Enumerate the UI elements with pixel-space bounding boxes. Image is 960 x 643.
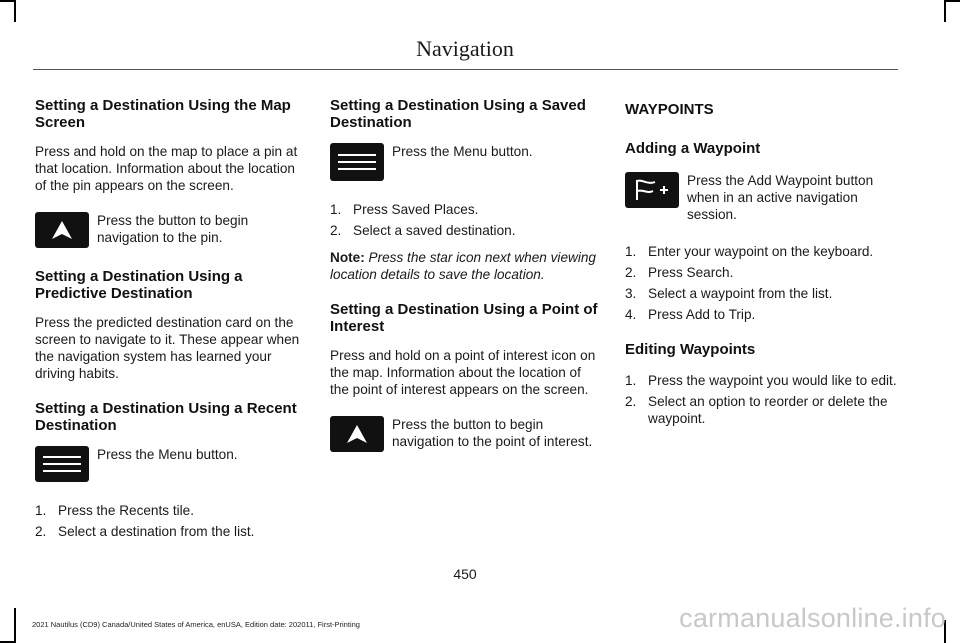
list-item: 2. Select a destination from the list. (35, 524, 255, 539)
section-heading: Setting a Destination Using a Recent Destination (35, 400, 297, 434)
paragraph: Press and hold on a point of interest icon on the map. Information about the location of the point of interest appears on the screen. (330, 348, 596, 397)
list-item: 1. Press Saved Places. (330, 202, 479, 217)
navigate-arrow-icon (35, 212, 89, 248)
steps-list (625, 243, 897, 323)
icon-caption: Press the Add Waypoint button when in an active navigation session. (687, 173, 874, 222)
list-item: 2. Press Search. (625, 265, 734, 280)
note-text: Press the star icon next when viewing location details to save the location. (330, 250, 596, 282)
section-heading: Setting a Destination Using a Predictive Destination (35, 268, 243, 302)
navigate-arrow-icon (330, 416, 384, 452)
icon-caption: Press the button to begin navigation to the point of interest. (392, 417, 593, 449)
page-number: 450 (453, 566, 477, 582)
paragraph: Press the predicted destination card on the screen to navigate to it. These appear when the navigation system has learned your driving habits. (35, 315, 300, 381)
icon-instruction (35, 212, 307, 248)
steps-list (625, 372, 897, 427)
icon-instruction (330, 143, 602, 181)
icon-instruction (625, 172, 897, 223)
footer-text: 2021 Nautilus (CD9) Canada/United States of America, enUSA, Edition date: 202011, First-Printing (32, 620, 360, 629)
note (330, 249, 602, 283)
list-item: 4. Press Add to Trip. (625, 307, 756, 322)
steps-list (35, 502, 307, 540)
list-item: 2. Select an option to reorder or delete the waypoint. (625, 394, 888, 426)
icon-caption: Press the Menu button. (392, 144, 533, 159)
icon-caption: Press the Menu button. (97, 447, 238, 462)
icon-caption: Press the button to begin navigation to the pin. (97, 213, 249, 245)
icon-instruction (330, 416, 602, 452)
menu-icon (35, 446, 89, 482)
list-item: 1. Press the waypoint you would like to edit. (625, 373, 897, 388)
note-label: Note: (330, 250, 365, 265)
crop-mark (14, 608, 16, 643)
crop-mark (944, 0, 946, 22)
list-item: 1. Press the Recents tile. (35, 503, 194, 518)
section-heading: Setting a Destination Using a Saved Destination (330, 97, 586, 131)
section-heading: Setting a Destination Using a Point of Interest (330, 301, 598, 335)
section-heading: Adding a Waypoint (625, 140, 761, 157)
list-item: 2. Select a saved destination. (330, 223, 516, 238)
crop-mark (944, 0, 960, 2)
header-divider (33, 69, 898, 70)
paragraph: Press and hold on the map to place a pin at that location. Information about the location of the pin appears on the screen. (35, 144, 298, 193)
column-3 (625, 97, 897, 445)
crop-mark (14, 0, 16, 22)
steps-list (330, 201, 602, 239)
list-item: 1. Enter your waypoint on the keyboard. (625, 244, 874, 259)
section-heading: Setting a Destination Using the Map Screen (35, 97, 291, 131)
watermark: carmanualsonline.info (679, 603, 946, 633)
list-item: 3. Select a waypoint from the list. (625, 286, 833, 301)
menu-icon (330, 143, 384, 181)
icon-instruction (35, 446, 307, 482)
column-1 (35, 97, 307, 558)
add-waypoint-icon (625, 172, 679, 208)
chapter-heading: WAYPOINTS (625, 101, 714, 118)
page-title: Navigation (416, 36, 514, 61)
column-2 (330, 97, 602, 472)
section-heading: Editing Waypoints (625, 341, 756, 358)
